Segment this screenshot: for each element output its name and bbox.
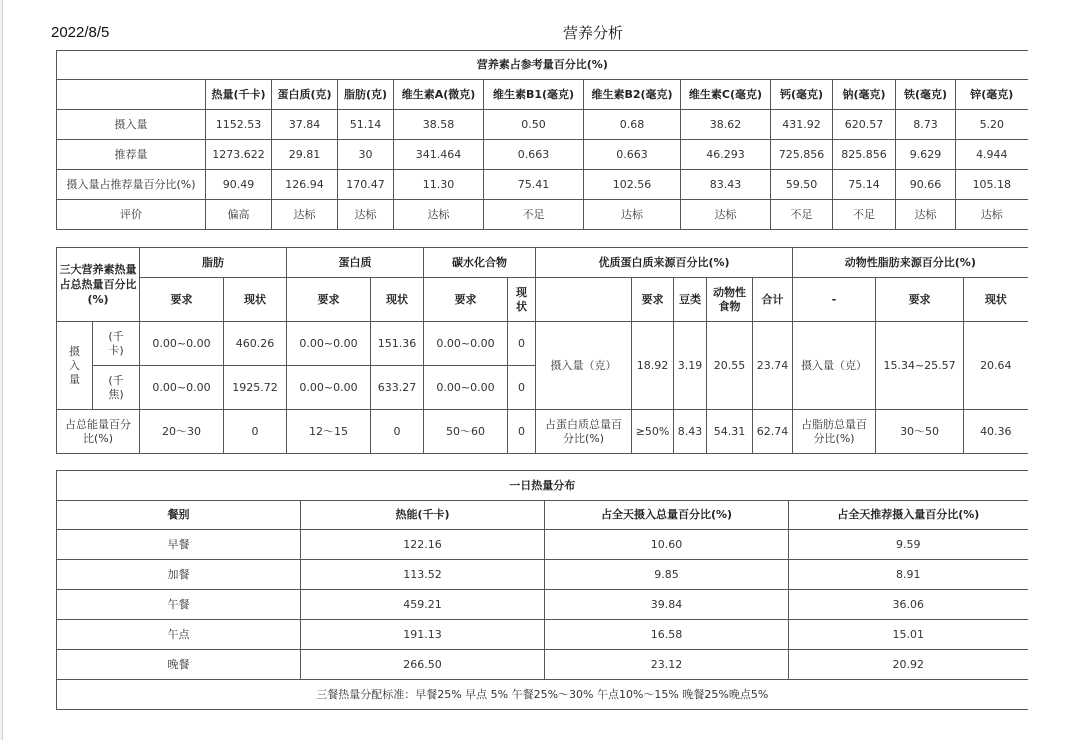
report-page bbox=[2, 0, 1075, 740]
table-cell: 38.58 bbox=[394, 110, 484, 140]
qp-pct-total: 62.74 bbox=[753, 410, 793, 454]
intake-row-label: 摄入量 bbox=[57, 322, 93, 410]
kj-carb-status: 0 bbox=[508, 366, 536, 410]
table-row bbox=[57, 650, 1028, 680]
table-cell: 5.20 bbox=[956, 110, 1028, 140]
table-cell: 达标 bbox=[584, 200, 681, 230]
qp-intake-label: 摄入量（克） bbox=[536, 322, 632, 410]
table-cell: 不足 bbox=[771, 200, 833, 230]
nutrient-table-caption: 营养素占参考量百分比(%) bbox=[57, 51, 1028, 80]
row-label: 摄入量占推荐量百分比(%) bbox=[57, 170, 206, 200]
column-header: 餐别 bbox=[57, 501, 301, 530]
table-row bbox=[57, 200, 1028, 230]
table-cell: 11.30 bbox=[394, 170, 484, 200]
column-header: 占全天推荐摄入量百分比(%) bbox=[789, 501, 1028, 530]
table-cell: 459.21 bbox=[301, 590, 545, 620]
af-pct-required: 30～50 bbox=[876, 410, 964, 454]
table-cell: 达标 bbox=[681, 200, 771, 230]
meal-name: 加餐 bbox=[57, 560, 301, 590]
kcal-fat-status: 460.26 bbox=[224, 322, 287, 366]
table-cell: 51.14 bbox=[338, 110, 394, 140]
kj-unit: (千焦) bbox=[93, 366, 140, 410]
kj-fat-status: 1925.72 bbox=[224, 366, 287, 410]
calorie-table-caption: 一日热量分布 bbox=[57, 471, 1028, 501]
kj-fat-required: 0.00~0.00 bbox=[140, 366, 224, 410]
table-cell: 113.52 bbox=[301, 560, 545, 590]
column-header: 钠(毫克) bbox=[833, 80, 896, 110]
fat-group-header: 脂肪 bbox=[140, 248, 287, 278]
table-cell: 620.57 bbox=[833, 110, 896, 140]
table-cell: 46.293 bbox=[681, 140, 771, 170]
qp-blank-header bbox=[536, 278, 632, 322]
table-row bbox=[57, 530, 1028, 560]
column-header: 占全天摄入总量百分比(%) bbox=[545, 501, 789, 530]
column-header: 锌(毫克) bbox=[956, 80, 1028, 110]
table-cell: 126.94 bbox=[272, 170, 338, 200]
table-cell: 9.85 bbox=[545, 560, 789, 590]
af-dash-header: - bbox=[793, 278, 876, 322]
calorie-table-header bbox=[57, 501, 1028, 530]
kj-protein-required: 0.00~0.00 bbox=[287, 366, 371, 410]
page-title: 营养分析 bbox=[563, 24, 624, 42]
table-cell: 23.12 bbox=[545, 650, 789, 680]
macro-table bbox=[56, 247, 1028, 454]
table-cell: 431.92 bbox=[771, 110, 833, 140]
macro-corner-cell: 三大营养素热量占总热量百分比(%) bbox=[57, 248, 140, 322]
kcal-fat-required: 0.00~0.00 bbox=[140, 322, 224, 366]
table-cell: 30 bbox=[338, 140, 394, 170]
table-row bbox=[57, 560, 1028, 590]
meal-name: 午点 bbox=[57, 620, 301, 650]
table-cell: 90.66 bbox=[896, 170, 956, 200]
meal-name: 午餐 bbox=[57, 590, 301, 620]
af-intake-required: 15.34~25.57 bbox=[876, 322, 964, 410]
table-cell: 8.91 bbox=[789, 560, 1028, 590]
table-cell: 29.81 bbox=[272, 140, 338, 170]
table-cell: 36.06 bbox=[789, 590, 1028, 620]
kcal-protein-required: 0.00~0.00 bbox=[287, 322, 371, 366]
pct-row-label: 占总能量百分比(%) bbox=[57, 410, 140, 454]
required-header: 要求 bbox=[876, 278, 964, 322]
table-cell: 10.60 bbox=[545, 530, 789, 560]
kcal-carb-status: 0 bbox=[508, 322, 536, 366]
pct-carb-status: 0 bbox=[508, 410, 536, 454]
table-cell: 15.01 bbox=[789, 620, 1028, 650]
table-cell: 170.47 bbox=[338, 170, 394, 200]
table-cell: 9.59 bbox=[789, 530, 1028, 560]
table-cell: 16.58 bbox=[545, 620, 789, 650]
table-cell: 0.50 bbox=[484, 110, 584, 140]
pct-protein-required: 12～15 bbox=[287, 410, 371, 454]
table-cell: 不足 bbox=[833, 200, 896, 230]
column-header: 铁(毫克) bbox=[896, 80, 956, 110]
table-cell: 0.663 bbox=[584, 140, 681, 170]
kcal-carb-required: 0.00~0.00 bbox=[424, 322, 508, 366]
table-cell: 59.50 bbox=[771, 170, 833, 200]
quality-protein-header: 优质蛋白质来源百分比(%) bbox=[536, 248, 793, 278]
table-cell: 1273.622 bbox=[206, 140, 272, 170]
qp-intake-beans: 3.19 bbox=[674, 322, 707, 410]
row-label: 评价 bbox=[57, 200, 206, 230]
total-header: 合计 bbox=[753, 278, 793, 322]
kcal-protein-status: 151.36 bbox=[371, 322, 424, 366]
table-cell: 191.13 bbox=[301, 620, 545, 650]
pct-carb-required: 50～60 bbox=[424, 410, 508, 454]
table-cell: 0.68 bbox=[584, 110, 681, 140]
nutrient-table bbox=[56, 50, 1028, 230]
calorie-table bbox=[56, 470, 1028, 710]
table-cell: 偏高 bbox=[206, 200, 272, 230]
column-header: 热量(千卡) bbox=[206, 80, 272, 110]
table-cell: 达标 bbox=[394, 200, 484, 230]
table-cell: 90.49 bbox=[206, 170, 272, 200]
table-cell: 1152.53 bbox=[206, 110, 272, 140]
table-row bbox=[57, 110, 1028, 140]
table-cell: 达标 bbox=[338, 200, 394, 230]
table-cell: 不足 bbox=[484, 200, 584, 230]
meal-name: 早餐 bbox=[57, 530, 301, 560]
carb-group-header: 碳水化合物 bbox=[424, 248, 536, 278]
table-cell: 37.84 bbox=[272, 110, 338, 140]
column-header: 维生素B2(毫克) bbox=[584, 80, 681, 110]
pct-fat-required: 20～30 bbox=[140, 410, 224, 454]
table-cell: 266.50 bbox=[301, 650, 545, 680]
table-cell: 122.16 bbox=[301, 530, 545, 560]
qp-pct-label: 占蛋白质总量百分比(%) bbox=[536, 410, 632, 454]
column-header: 维生素B1(毫克) bbox=[484, 80, 584, 110]
column-header: 热能(千卡) bbox=[301, 501, 545, 530]
animal-food-header: 动物性食物 bbox=[707, 278, 753, 322]
required-header: 要求 bbox=[287, 278, 371, 322]
calorie-footnote: 三餐热量分配标准：早餐25% 早点 5% 午餐25%～30% 午点10%～15% 晚餐25%晚点5% bbox=[57, 680, 1028, 710]
af-intake-status: 20.64 bbox=[964, 322, 1028, 410]
status-header: 现状 bbox=[964, 278, 1028, 322]
table-cell: 102.56 bbox=[584, 170, 681, 200]
animal-fat-header: 动物性脂肪来源百分比(%) bbox=[793, 248, 1028, 278]
table-cell: 达标 bbox=[272, 200, 338, 230]
nutrient-corner-cell bbox=[57, 80, 206, 110]
table-cell: 39.84 bbox=[545, 590, 789, 620]
table-row bbox=[57, 140, 1028, 170]
status-header: 现状 bbox=[371, 278, 424, 322]
table-row bbox=[57, 170, 1028, 200]
table-cell: 75.41 bbox=[484, 170, 584, 200]
row-label: 摄入量 bbox=[57, 110, 206, 140]
af-pct-label: 占脂肪总量百分比(%) bbox=[793, 410, 876, 454]
table-cell: 341.464 bbox=[394, 140, 484, 170]
beans-header: 豆类 bbox=[674, 278, 707, 322]
table-cell: 725.856 bbox=[771, 140, 833, 170]
table-cell: 4.944 bbox=[956, 140, 1028, 170]
column-header: 脂肪(克) bbox=[338, 80, 394, 110]
status-header: 现状 bbox=[224, 278, 287, 322]
nutrient-table-header bbox=[57, 80, 1028, 110]
qp-pct-beans: 8.43 bbox=[674, 410, 707, 454]
row-label: 推荐量 bbox=[57, 140, 206, 170]
status-header: 现状 bbox=[508, 278, 536, 322]
column-header: 维生素C(毫克) bbox=[681, 80, 771, 110]
report-date: 2022/8/5 bbox=[51, 24, 110, 41]
qp-intake-total: 23.74 bbox=[753, 322, 793, 410]
table-cell: 9.629 bbox=[896, 140, 956, 170]
qp-pct-required: ≥50% bbox=[632, 410, 674, 454]
table-cell: 20.92 bbox=[789, 650, 1028, 680]
pct-fat-status: 0 bbox=[224, 410, 287, 454]
table-cell: 38.62 bbox=[681, 110, 771, 140]
required-header: 要求 bbox=[632, 278, 674, 322]
table-row bbox=[57, 620, 1028, 650]
qp-intake-required: 18.92 bbox=[632, 322, 674, 410]
table-cell: 825.856 bbox=[833, 140, 896, 170]
qp-pct-animal: 54.31 bbox=[707, 410, 753, 454]
af-pct-status: 40.36 bbox=[964, 410, 1028, 454]
pct-protein-status: 0 bbox=[371, 410, 424, 454]
table-row bbox=[57, 590, 1028, 620]
af-intake-label: 摄入量（克） bbox=[793, 322, 876, 410]
table-cell: 8.73 bbox=[896, 110, 956, 140]
table-cell: 105.18 bbox=[956, 170, 1028, 200]
meal-name: 晚餐 bbox=[57, 650, 301, 680]
table-cell: 达标 bbox=[956, 200, 1028, 230]
kcal-unit: (千卡) bbox=[93, 322, 140, 366]
kj-carb-required: 0.00~0.00 bbox=[424, 366, 508, 410]
column-header: 维生素A(微克) bbox=[394, 80, 484, 110]
kj-protein-status: 633.27 bbox=[371, 366, 424, 410]
qp-intake-animal: 20.55 bbox=[707, 322, 753, 410]
protein-group-header: 蛋白质 bbox=[287, 248, 424, 278]
table-cell: 83.43 bbox=[681, 170, 771, 200]
column-header: 蛋白质(克) bbox=[272, 80, 338, 110]
column-header: 钙(毫克) bbox=[771, 80, 833, 110]
table-cell: 75.14 bbox=[833, 170, 896, 200]
table-cell: 达标 bbox=[896, 200, 956, 230]
table-cell: 0.663 bbox=[484, 140, 584, 170]
required-header: 要求 bbox=[140, 278, 224, 322]
required-header: 要求 bbox=[424, 278, 508, 322]
